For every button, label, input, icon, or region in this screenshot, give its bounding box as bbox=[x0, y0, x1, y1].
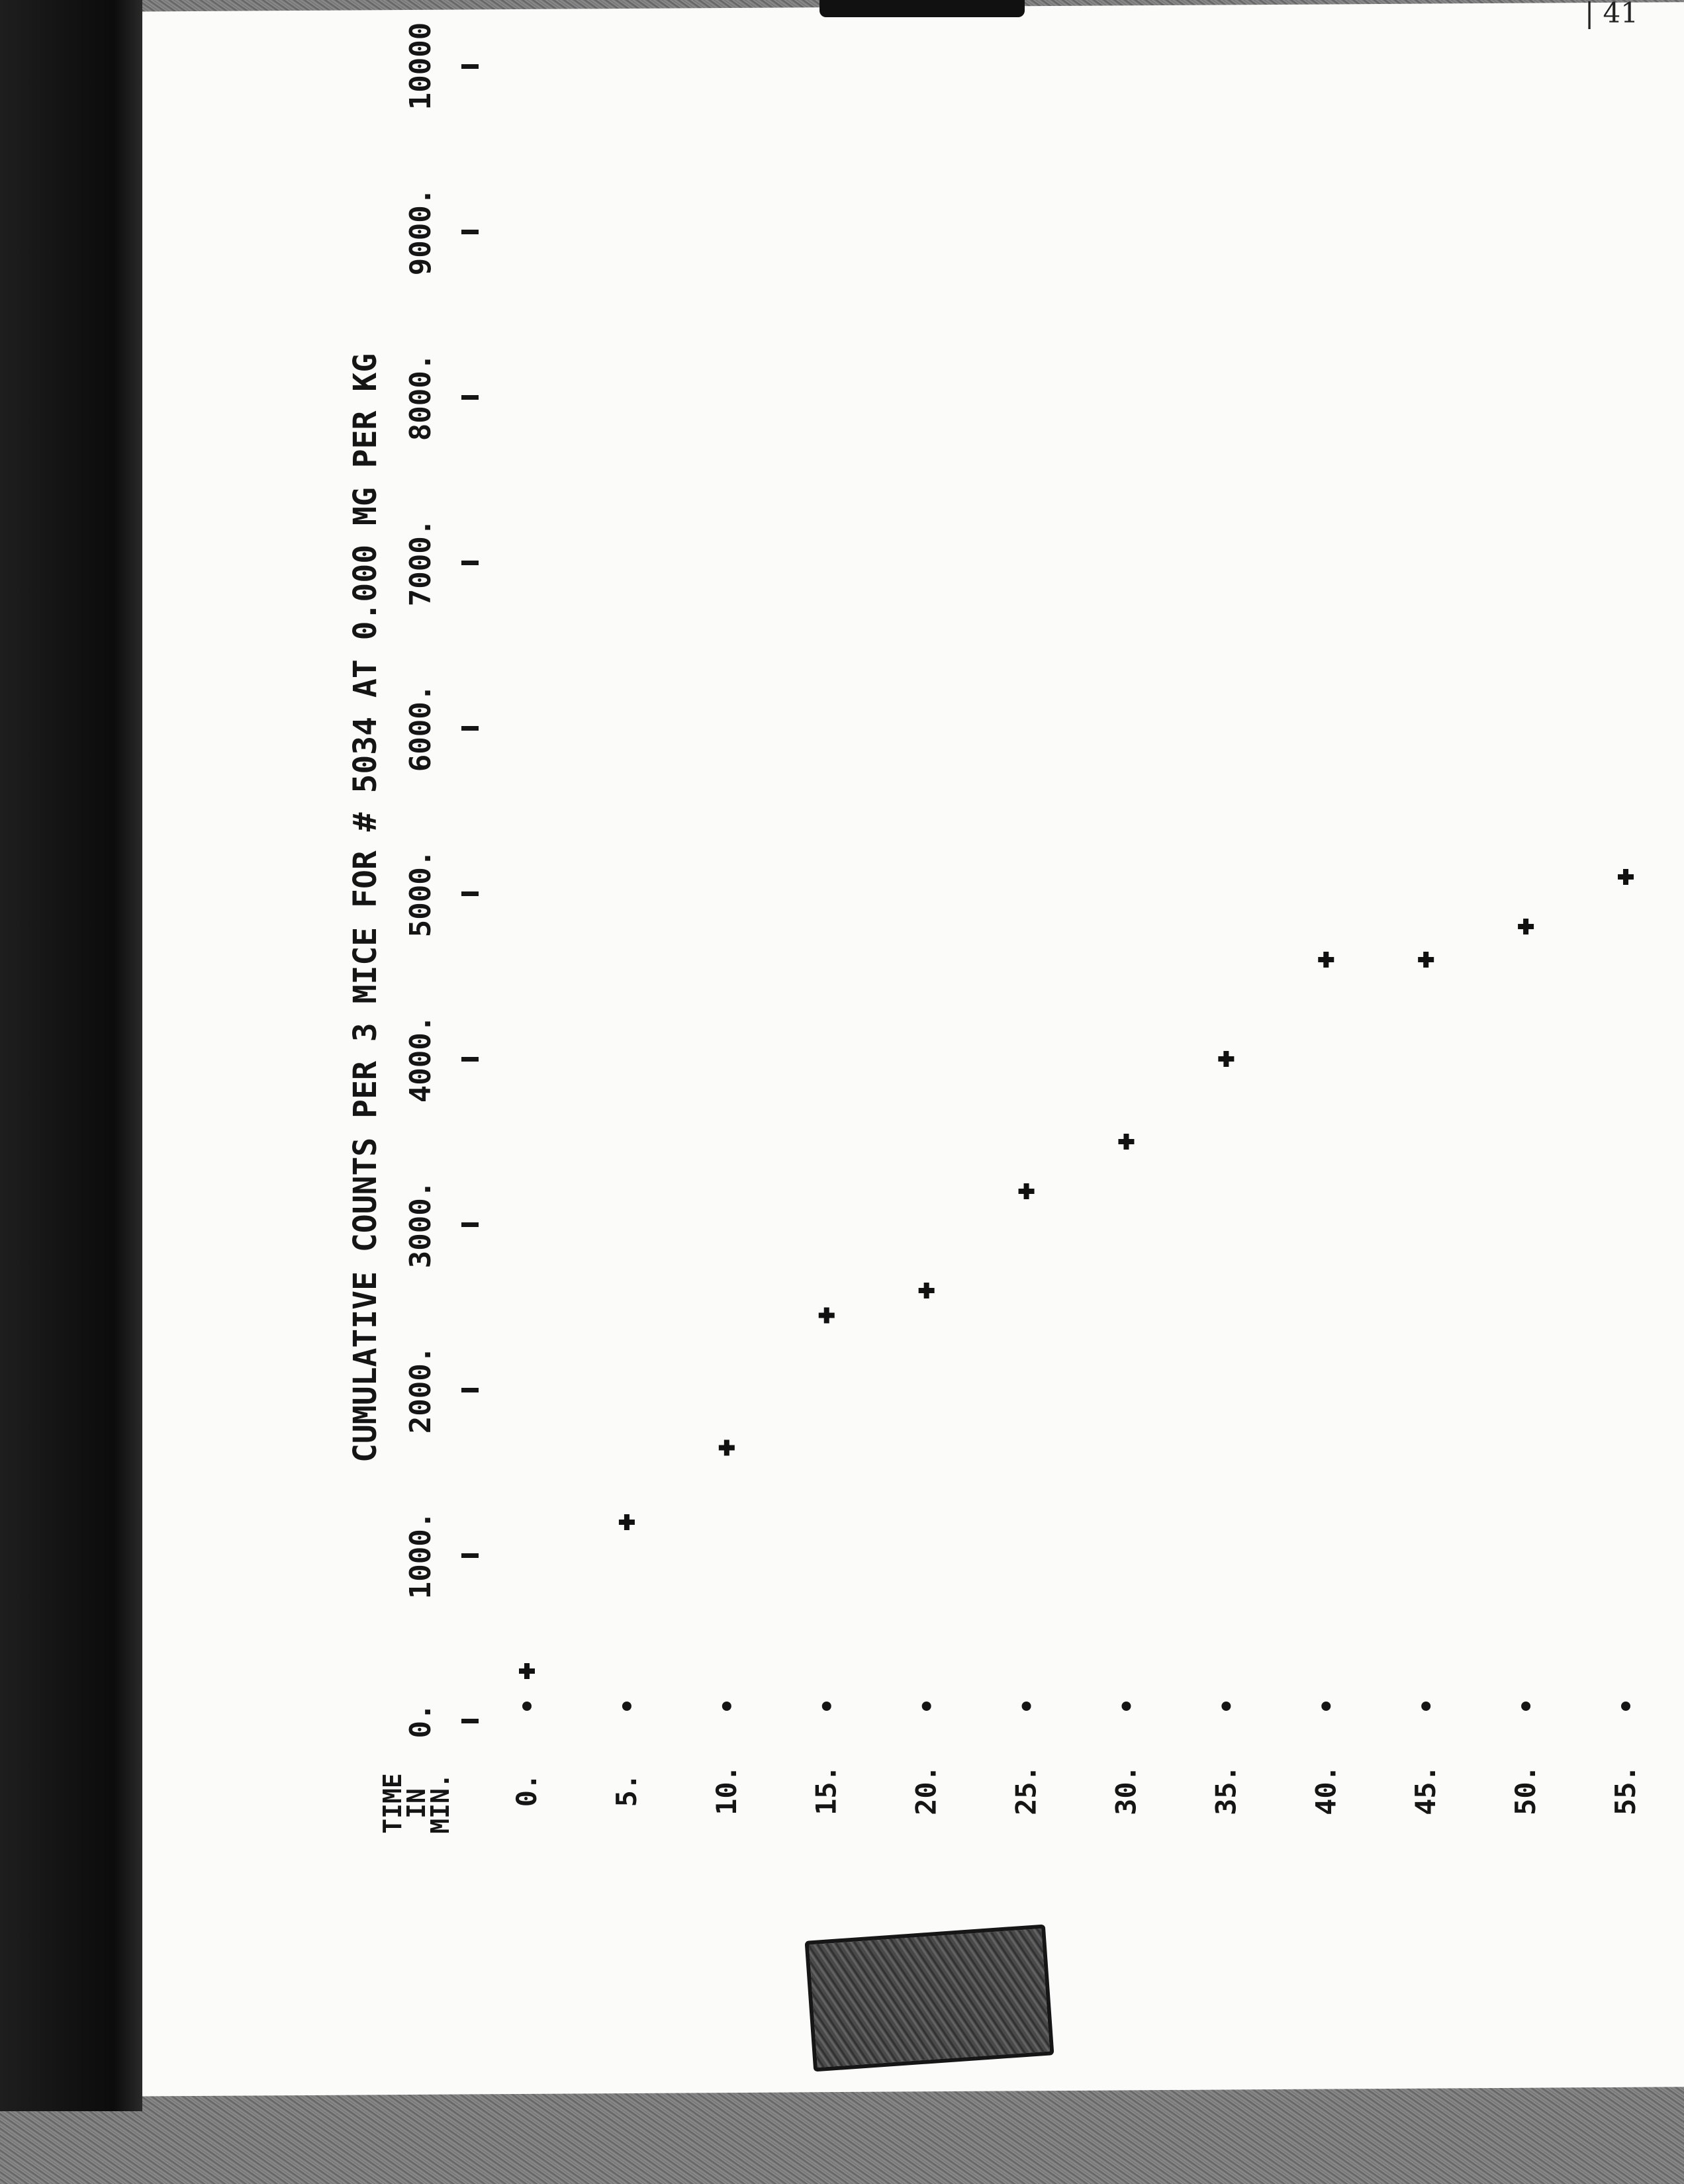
y-tick-label: 9000. bbox=[404, 187, 438, 276]
x-axis-label: MIN. bbox=[426, 1773, 455, 1834]
y-tick-label: 8000. bbox=[404, 353, 438, 441]
data-point bbox=[1318, 952, 1334, 968]
data-point bbox=[1418, 952, 1434, 968]
y-tick-label: 5000. bbox=[404, 849, 438, 938]
y-tick-label: 6000. bbox=[404, 684, 438, 772]
x-tick-label: 35. bbox=[1209, 1765, 1242, 1815]
x-tick-label: 45. bbox=[1409, 1765, 1442, 1815]
axis-dot bbox=[1521, 1702, 1530, 1711]
data-point bbox=[919, 1283, 935, 1298]
y-tick-mark bbox=[461, 726, 479, 731]
axis-dot bbox=[822, 1702, 831, 1711]
axis-dot bbox=[1221, 1702, 1231, 1711]
chart-root bbox=[347, 23, 1642, 1834]
y-tick-mark bbox=[461, 1222, 479, 1227]
y-tick-mark bbox=[461, 561, 479, 565]
data-point bbox=[1618, 869, 1634, 885]
y-tick-mark bbox=[461, 395, 479, 400]
axis-dot bbox=[1421, 1702, 1430, 1711]
x-axis-label: IN bbox=[402, 1788, 431, 1819]
data-point bbox=[1518, 919, 1534, 934]
axis-dot bbox=[522, 1702, 532, 1711]
y-tick-mark bbox=[461, 230, 479, 234]
y-tick-label: 0. bbox=[404, 1703, 438, 1739]
data-point bbox=[619, 1514, 635, 1530]
y-tick-label: 3000. bbox=[404, 1180, 438, 1269]
y-tick-mark bbox=[461, 64, 479, 69]
axis-dot bbox=[1022, 1702, 1031, 1711]
y-tick-label: 4000. bbox=[404, 1015, 438, 1103]
axis-dot bbox=[722, 1702, 731, 1711]
x-tick-label: 20. bbox=[910, 1765, 943, 1815]
y-tick-mark bbox=[461, 1057, 479, 1062]
axis-dot bbox=[622, 1702, 632, 1711]
x-tick-label: 55. bbox=[1609, 1765, 1642, 1815]
data-point bbox=[1218, 1051, 1234, 1067]
chart-title: CUMULATIVE COUNTS PER 3 MICE FOR # 5034 AT 0.000 MG PER KG bbox=[347, 353, 384, 1463]
y-tick-label: 1000. bbox=[404, 1511, 438, 1600]
axis-dot bbox=[1321, 1702, 1331, 1711]
x-tick-label: 30. bbox=[1109, 1765, 1143, 1815]
x-tick-label: 25. bbox=[1009, 1765, 1043, 1815]
y-tick-mark bbox=[461, 1388, 479, 1392]
x-tick-label: 0. bbox=[510, 1773, 543, 1807]
x-tick-label: 40. bbox=[1309, 1765, 1342, 1815]
x-tick-label: 10. bbox=[710, 1765, 743, 1815]
data-point bbox=[719, 1440, 735, 1456]
data-point bbox=[1118, 1134, 1134, 1150]
y-tick-mark bbox=[461, 1553, 479, 1558]
data-point bbox=[519, 1663, 535, 1679]
x-tick-label: 50. bbox=[1509, 1765, 1542, 1815]
corner-handwritten-mark bbox=[1582, 0, 1661, 46]
x-tick-label: 5. bbox=[610, 1773, 643, 1807]
y-tick-mark bbox=[461, 1719, 479, 1723]
x-axis-label: TIME bbox=[378, 1773, 407, 1834]
axis-dot bbox=[922, 1702, 931, 1711]
y-tick-label: 2000. bbox=[404, 1345, 438, 1434]
data-point bbox=[819, 1308, 835, 1324]
y-tick-label: 7000. bbox=[404, 518, 438, 607]
axis-dot bbox=[1621, 1702, 1630, 1711]
axis-dot bbox=[1121, 1702, 1131, 1711]
x-tick-label: 15. bbox=[810, 1765, 843, 1815]
data-point bbox=[1019, 1183, 1035, 1199]
corner-mark-text: | 41 bbox=[1585, 0, 1638, 29]
y-tick-mark bbox=[461, 891, 479, 896]
y-tick-label: 10000 bbox=[404, 22, 438, 111]
